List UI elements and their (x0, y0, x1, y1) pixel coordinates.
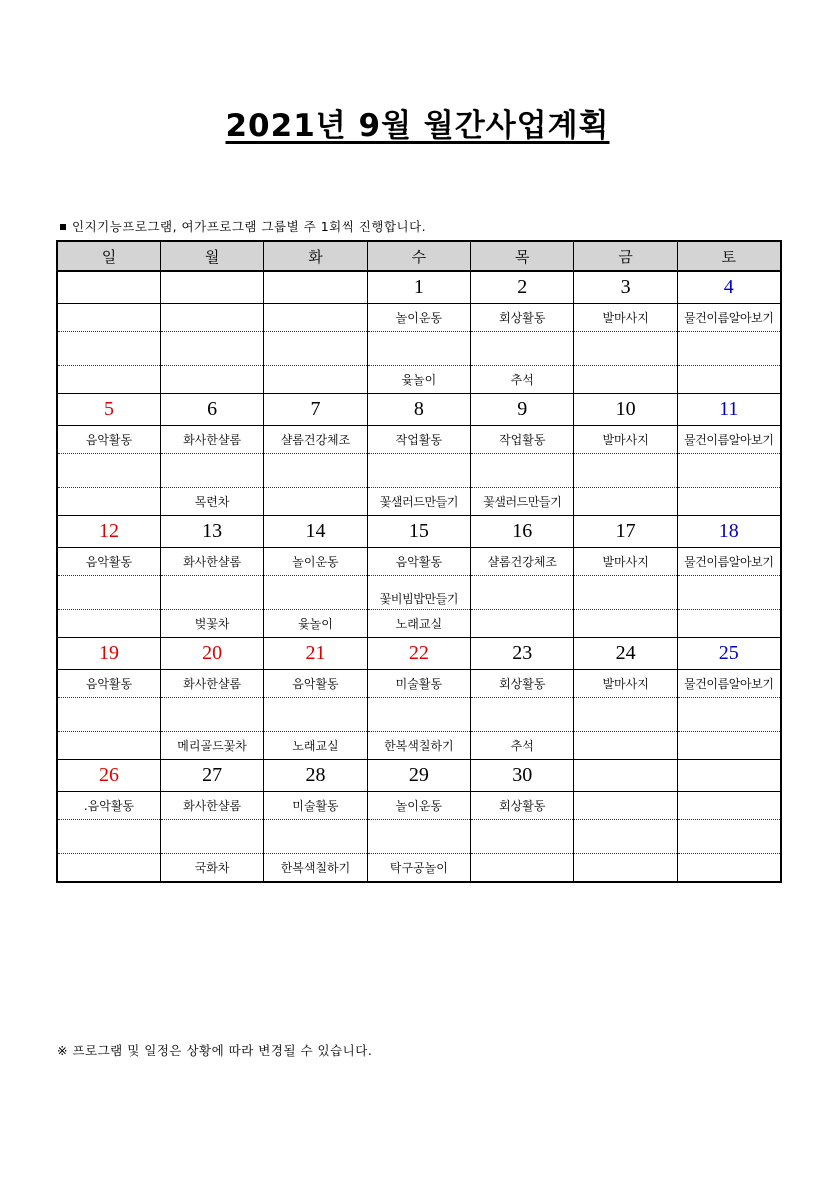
date-row (57, 394, 781, 426)
date-cell: 12 (57, 516, 160, 548)
program-cell (57, 332, 160, 366)
program-cell (677, 854, 780, 883)
program-cell (264, 698, 367, 732)
program-cell (160, 454, 263, 488)
program-cell: 화사한샬롬 (160, 426, 263, 454)
program-cell: 발마사지 (574, 304, 677, 332)
program-cell: 미술활동 (264, 792, 367, 820)
program-cell: 작업활동 (471, 426, 574, 454)
program-cell (264, 366, 367, 394)
date-cell: 9 (471, 394, 574, 426)
program-cell: 윷놀이 (264, 610, 367, 638)
weekday-header: 토 (677, 241, 780, 271)
program-cell (574, 576, 677, 610)
date-cell: 21 (264, 638, 367, 670)
program-cell: 꽃비빔밥만들기 (367, 576, 470, 610)
date-cell (57, 271, 160, 304)
program-cell (677, 610, 780, 638)
program-cell (264, 820, 367, 854)
date-cell: 22 (367, 638, 470, 670)
program-cell: .음악활동 (57, 792, 160, 820)
program-cell: 작업활동 (367, 426, 470, 454)
program-row (57, 426, 781, 454)
program-cell (471, 332, 574, 366)
program-cell (677, 332, 780, 366)
program-row (57, 792, 781, 820)
program-cell (160, 304, 263, 332)
program-cell (367, 332, 470, 366)
program-cell: 꽃샐러드만들기 (471, 488, 574, 516)
program-cell (574, 698, 677, 732)
date-cell: 6 (160, 394, 263, 426)
date-cell: 25 (677, 638, 780, 670)
program-cell: 발마사지 (574, 548, 677, 576)
date-cell: 5 (57, 394, 160, 426)
program-cell (264, 454, 367, 488)
program-cell (677, 820, 780, 854)
date-cell: 11 (677, 394, 780, 426)
program-cell: 벚꽃차 (160, 610, 263, 638)
program-cell (574, 732, 677, 760)
program-cell (574, 820, 677, 854)
date-cell: 23 (471, 638, 574, 670)
program-cell (574, 332, 677, 366)
program-cell: 샬롬건강체조 (471, 548, 574, 576)
program-row (57, 304, 781, 332)
program-cell: 회상활동 (471, 670, 574, 698)
date-cell: 28 (264, 760, 367, 792)
program-cell (264, 332, 367, 366)
program-cell: 놀이운동 (367, 792, 470, 820)
weekday-header: 금 (574, 241, 677, 271)
monthly-calendar (56, 240, 782, 883)
program-cell (574, 488, 677, 516)
program-cell: 목련차 (160, 488, 263, 516)
program-cell: 음악활동 (367, 548, 470, 576)
program-cell: 노래교실 (264, 732, 367, 760)
program-cell (574, 854, 677, 883)
program-row (57, 820, 781, 854)
program-row (57, 698, 781, 732)
program-cell: 놀이운동 (264, 548, 367, 576)
program-cell: 탁구공놀이 (367, 854, 470, 883)
page-title: 2021년 9월 월간사업계획 (225, 108, 610, 144)
program-cell: 화사한샬롬 (160, 670, 263, 698)
program-cell (57, 732, 160, 760)
date-cell: 17 (574, 516, 677, 548)
program-cell (471, 454, 574, 488)
program-cell: 화사한샬롬 (160, 548, 263, 576)
program-note (60, 217, 426, 235)
footer-note: ※ 프로그램 및 일정은 상황에 따라 변경될 수 있습니다. (57, 1043, 373, 1058)
program-cell: 화사한샬롬 (160, 792, 263, 820)
square-bullet-icon (60, 224, 66, 230)
date-cell: 10 (574, 394, 677, 426)
program-cell (264, 488, 367, 516)
program-cell: 놀이운동 (367, 304, 470, 332)
program-cell (160, 332, 263, 366)
program-cell: 음악활동 (57, 548, 160, 576)
date-cell: 19 (57, 638, 160, 670)
page-title-wrap (0, 100, 835, 145)
program-row (57, 488, 781, 516)
program-cell: 물건이름알아보기 (677, 426, 780, 454)
date-cell: 3 (574, 271, 677, 304)
date-cell: 14 (264, 516, 367, 548)
program-cell (677, 366, 780, 394)
date-cell: 20 (160, 638, 263, 670)
date-cell: 16 (471, 516, 574, 548)
date-cell (677, 760, 780, 792)
program-cell: 발마사지 (574, 670, 677, 698)
program-cell (57, 854, 160, 883)
date-cell: 29 (367, 760, 470, 792)
program-row (57, 366, 781, 394)
program-cell (57, 576, 160, 610)
program-cell (677, 792, 780, 820)
date-cell: 8 (367, 394, 470, 426)
program-cell (57, 488, 160, 516)
date-row (57, 271, 781, 304)
program-cell (160, 698, 263, 732)
date-row (57, 516, 781, 548)
program-note-text: 인지기능프로그램, 여가프로그램 그룹별 주 1회씩 진행합니다. (72, 219, 427, 234)
date-cell (160, 271, 263, 304)
weekday-header: 일 (57, 241, 160, 271)
program-cell: 음악활동 (57, 670, 160, 698)
date-cell: 13 (160, 516, 263, 548)
program-cell (471, 820, 574, 854)
date-cell: 30 (471, 760, 574, 792)
program-cell (677, 454, 780, 488)
program-cell (367, 820, 470, 854)
program-cell: 회상활동 (471, 792, 574, 820)
weekday-header-row (57, 241, 781, 271)
program-row (57, 732, 781, 760)
program-cell: 추석 (471, 366, 574, 394)
program-cell: 미술활동 (367, 670, 470, 698)
program-cell: 추석 (471, 732, 574, 760)
program-cell (264, 304, 367, 332)
program-cell (160, 820, 263, 854)
program-cell (574, 792, 677, 820)
program-cell: 윷놀이 (367, 366, 470, 394)
date-cell: 15 (367, 516, 470, 548)
program-cell (367, 698, 470, 732)
date-cell: 7 (264, 394, 367, 426)
program-cell (677, 732, 780, 760)
program-cell (57, 366, 160, 394)
date-cell: 27 (160, 760, 263, 792)
program-cell: 샬롬건강체조 (264, 426, 367, 454)
program-cell (57, 698, 160, 732)
program-cell (574, 366, 677, 394)
program-cell: 발마사지 (574, 426, 677, 454)
weekday-header: 화 (264, 241, 367, 271)
date-cell: 24 (574, 638, 677, 670)
program-cell (677, 488, 780, 516)
program-cell: 노래교실 (367, 610, 470, 638)
program-cell (677, 698, 780, 732)
program-cell (471, 854, 574, 883)
weekday-header: 수 (367, 241, 470, 271)
date-cell (264, 271, 367, 304)
program-cell: 회상활동 (471, 304, 574, 332)
program-row (57, 332, 781, 366)
date-cell (574, 760, 677, 792)
program-cell (57, 454, 160, 488)
program-row (57, 548, 781, 576)
program-cell (574, 610, 677, 638)
program-cell (471, 610, 574, 638)
program-row (57, 854, 781, 883)
program-cell (471, 576, 574, 610)
program-cell: 물건이름알아보기 (677, 548, 780, 576)
program-cell: 꽃샐러드만들기 (367, 488, 470, 516)
program-row (57, 576, 781, 610)
weekday-header: 월 (160, 241, 263, 271)
program-cell (160, 576, 263, 610)
date-cell: 1 (367, 271, 470, 304)
program-cell: 국화차 (160, 854, 263, 883)
date-row (57, 638, 781, 670)
program-cell (57, 304, 160, 332)
program-cell (160, 366, 263, 394)
weekday-header: 목 (471, 241, 574, 271)
program-cell (677, 576, 780, 610)
program-cell (471, 698, 574, 732)
program-cell: 한복색칠하기 (367, 732, 470, 760)
date-cell: 26 (57, 760, 160, 792)
program-cell (367, 454, 470, 488)
date-cell: 4 (677, 271, 780, 304)
program-cell (57, 820, 160, 854)
program-cell (264, 576, 367, 610)
program-cell: 물건이름알아보기 (677, 670, 780, 698)
program-row (57, 454, 781, 488)
program-cell (57, 610, 160, 638)
program-row (57, 610, 781, 638)
date-row (57, 760, 781, 792)
program-cell: 물건이름알아보기 (677, 304, 780, 332)
program-cell: 메리골드꽃차 (160, 732, 263, 760)
program-cell: 음악활동 (264, 670, 367, 698)
program-cell: 음악활동 (57, 426, 160, 454)
program-row (57, 670, 781, 698)
date-cell: 2 (471, 271, 574, 304)
date-cell: 18 (677, 516, 780, 548)
program-cell: 한복색칠하기 (264, 854, 367, 883)
program-cell (574, 454, 677, 488)
